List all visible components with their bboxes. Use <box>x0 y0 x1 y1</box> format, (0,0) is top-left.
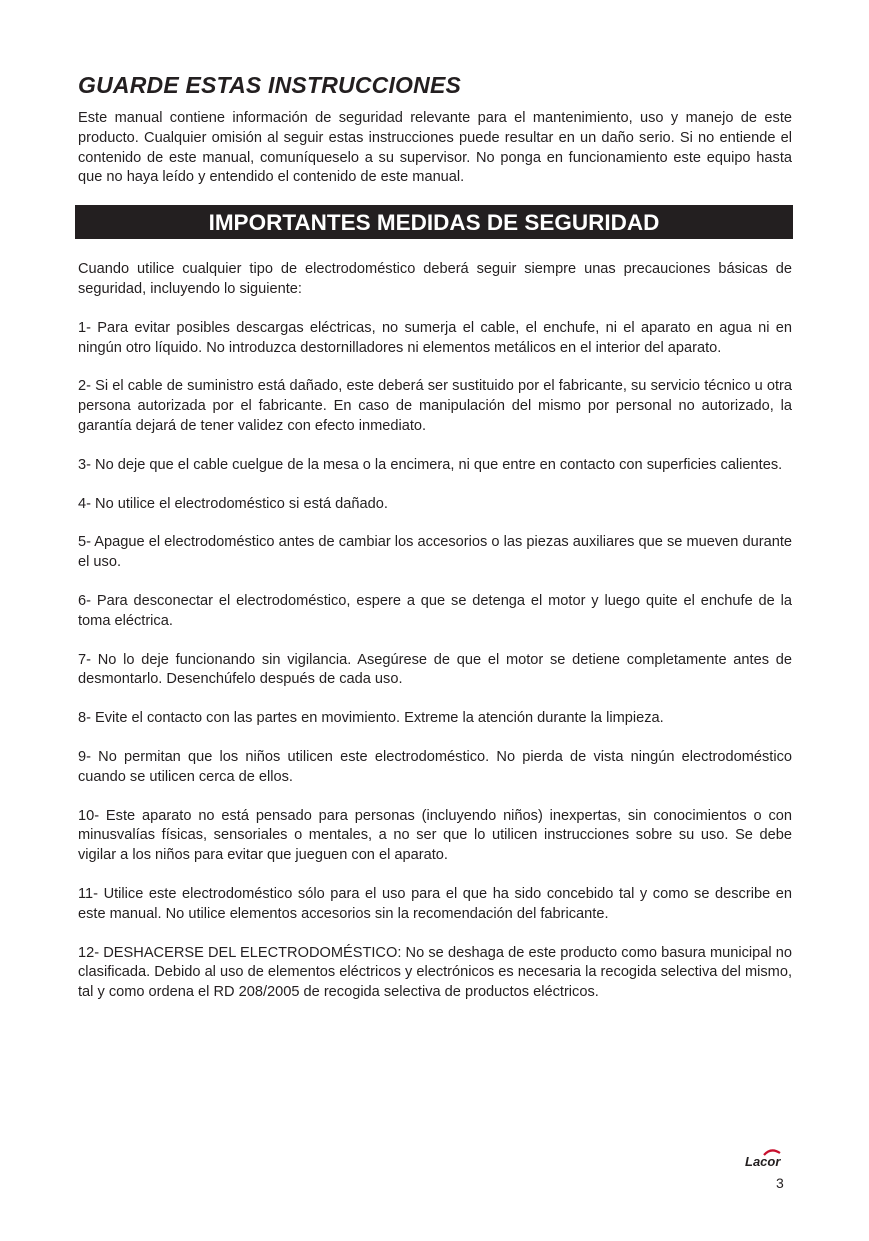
safety-item: 5- Apague el electrodoméstico antes de cambiar los accesorios o las piezas auxiliares que se mueven durante el uso. <box>78 534 792 571</box>
safety-item: 7- No lo deje funcionando sin vigilancia. Asegúrese de que el motor se detiene completamente antes de desmontarlo. Desenchúfelo después de cada uso. <box>78 651 792 688</box>
section-banner: IMPORTANTES MEDIDAS DE SEGURIDAD <box>75 205 793 239</box>
safety-item: 1- Para evitar posibles descargas eléctricas, no sumerja el cable, el enchufe, ni el aparato en agua ni en ningún otro líquido. No introduzca destornilladores ni elementos metálicos en el interior del aparato. <box>78 319 792 356</box>
safety-item: 2- Si el cable de suministro está dañado, este deberá ser sustituido por el fabricante, su servicio técnico u otra persona autorizada por el fabricante. En caso de manipulación del mismo por personal no autorizado, la garantía dejará de tener validez con efecto inmediato. <box>78 378 792 434</box>
logo-text: Lacor <box>745 1154 781 1169</box>
page-number: 3 <box>776 1175 784 1191</box>
safety-item: 11- Utilice este electrodoméstico sólo para el uso para el que ha sido concebido tal y como se describe en este manual. No utilice elementos accesorios sin la recomendación del fabricante. <box>78 885 792 922</box>
lacor-logo <box>744 1146 794 1170</box>
safety-item: 3- No deje que el cable cuelgue de la mesa o la encimera, ni que entre en contacto con superficies calientes. <box>78 456 783 473</box>
safety-item: 4- No utilice el electrodoméstico si está dañado. <box>78 495 388 512</box>
safety-item: 12- DESHACERSE DEL ELECTRODOMÉSTICO: No se deshaga de este producto como basura municipal no clasificada. Debido al uso de elementos eléctricos y electrónicos es necesaria la recogida selectiva del mismo, tal y como ordena el RD 208/2005 de recogida selectiva de productos eléctricos. <box>78 944 792 1001</box>
intro-paragraph: Este manual contiene información de seguridad relevante para el mantenimiento, uso y manejo de este producto. Cualquier omisión al seguir estas instrucciones puede resultar en un daño serio. Si no entiende el contenido de este manual, comuníqueselo a su supervisor. No ponga en funcionamiento este equipo hasta que no haya leído y entendido el contenido de este manual. <box>78 110 792 186</box>
safety-item: 10- Este aparato no está pensado para personas (incluyendo niños) inexpertas, sin conocimientos o con minusvalías físicas, sensoriales o mentales, a no ser que lo utilicen instrucciones sobre su uso. Se debe vigilar a los niños para evitar que jueguen con el aparato. <box>78 807 792 864</box>
safety-item: 8- Evite el contacto con las partes en movimiento. Extreme la atención durante la limpieza. <box>78 710 664 727</box>
safety-item: 6- Para desconectar el electrodoméstico, espere a que se detenga el motor y luego quite el enchufe de la toma eléctrica. <box>78 592 792 629</box>
page-title: GUARDE ESTAS INSTRUCCIONES <box>78 72 462 98</box>
safety-item: 9- No permitan que los niños utilicen este electrodoméstico. No pierda de vista ningún electrodoméstico cuando se utilicen cerca de ellos. <box>78 748 792 785</box>
page-content <box>78 72 792 1022</box>
lead-paragraph: Cuando utilice cualquier tipo de electrodoméstico deberá seguir siempre unas precauciones básicas de seguridad, incluyendo lo siguiente: <box>78 261 792 297</box>
